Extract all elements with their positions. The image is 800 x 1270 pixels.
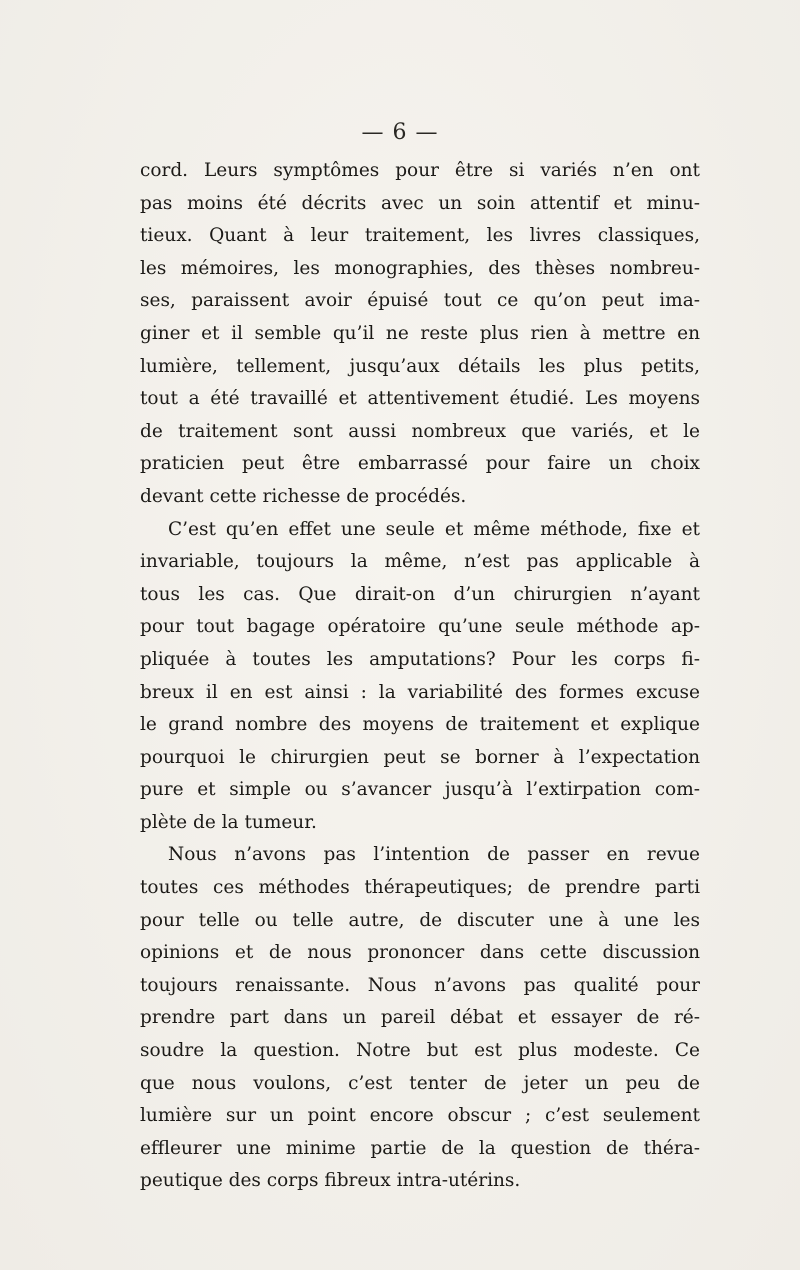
text-line: pas moins été décrits avec un soin attentif et minu- [140, 192, 700, 214]
text-line: tieux. Quant à leur traitement, les livres classiques, [140, 225, 700, 247]
paragraph [140, 155, 700, 514]
text-line: breux il en est ainsi : la variabilité des formes excuse [140, 681, 700, 703]
text-line: invariable, toujours la même, n’est pas applicable à [140, 551, 700, 573]
text-line: pour tout bagage opératoire qu’une seule méthode ap- [140, 616, 700, 638]
text-line: ses, paraissent avoir épuisé tout ce qu’on peut ima- [140, 290, 700, 312]
text-line: pure et simple ou s’avancer jusqu’à l’extirpation com- [140, 779, 700, 801]
text-line: toutes ces méthodes thérapeutiques; de prendre parti [140, 877, 700, 899]
text-line: lumière, tellement, jusqu’aux détails les plus petits, [140, 355, 700, 377]
text-line: prendre part dans un pareil débat et essayer de ré- [140, 1007, 700, 1029]
text-line: giner et il semble qu’il ne reste plus rien à mettre en [140, 322, 700, 344]
text-line: de traitement sont aussi nombreux que variés, et le [140, 420, 700, 442]
text-line: peutique des corps fibreux intra-utérins. [140, 1170, 521, 1192]
text-line: C’est qu’en effet une seule et même méthode, fixe et [168, 518, 700, 540]
text-line: pliquée à toutes les amputations? Pour les corps fi- [140, 648, 700, 670]
page-number: — 6 — [361, 120, 439, 145]
text-line: le grand nombre des moyens de traitement et explique [140, 714, 700, 736]
text-line: les mémoires, les monographies, des thèses nombreu- [140, 257, 700, 279]
text-line: plète de la tumeur. [140, 811, 317, 833]
text-line: pourquoi le chirurgien peut se borner à l’expectation [140, 746, 700, 768]
text-line: que nous voulons, c’est tenter de jeter un peu de [140, 1072, 700, 1094]
paragraph [140, 839, 700, 1198]
text-line: effleurer une minime partie de la question de théra- [140, 1137, 700, 1159]
body-text [140, 155, 700, 1198]
text-line: tous les cas. Que dirait-on d’un chirurgien n’ayant [140, 583, 700, 605]
text-line: cord. Leurs symptômes pour être si variés n’en ont [140, 160, 700, 181]
text-line: Nous n’avons pas l’intention de passer en revue [168, 844, 700, 866]
text-line: praticien peut être embarrassé pour faire un choix [140, 453, 700, 475]
text-line: pour telle ou telle autre, de discuter une à une les [140, 909, 700, 931]
text-line: opinions et de nous prononcer dans cette discussion [140, 942, 700, 964]
text-line: devant cette richesse de procédés. [140, 485, 467, 507]
paragraph [140, 514, 700, 840]
text-line: tout a été travaillé et attentivement étudié. Les moyens [140, 388, 700, 410]
text-line: lumière sur un point encore obscur ; c’est seulement [140, 1105, 700, 1127]
text-line: toujours renaissante. Nous n’avons pas qualité pour [140, 974, 700, 996]
text-line: soudre la question. Notre but est plus modeste. Ce [140, 1040, 700, 1062]
